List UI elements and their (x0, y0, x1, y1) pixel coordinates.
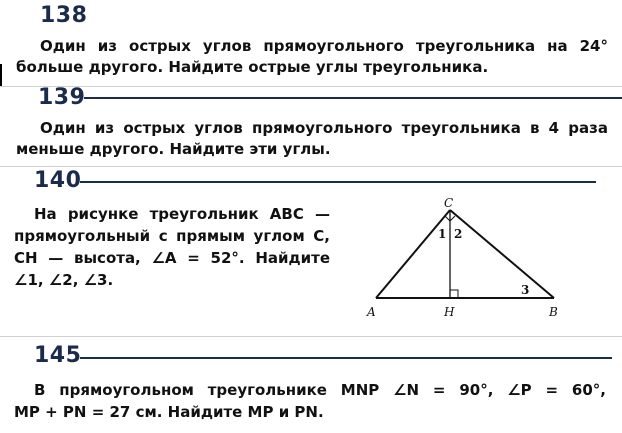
problem-text (14, 379, 606, 423)
problem-text (16, 36, 608, 78)
heading-rule (80, 357, 612, 359)
problem-number: 139 (38, 85, 86, 110)
label-h: H (444, 305, 455, 319)
heading-rule (80, 181, 596, 183)
problem-line: больше другого. Найдите острые углы треугольника. (16, 58, 489, 76)
triangle-abc (376, 210, 554, 298)
problem-number: 145 (34, 343, 82, 368)
problem-text (14, 203, 330, 291)
problem-line: CH — высота, ∠A = 52°. Найдите (14, 249, 330, 267)
right-angle-mark-c (445, 216, 455, 221)
problem-line: Один из острых углов прямоугольного треугольника на 24° (40, 37, 608, 55)
angle-label-3: 3 (521, 283, 530, 297)
problem-line: меньше другого. Найдите эти углы. (16, 140, 331, 158)
label-b: B (549, 305, 558, 319)
problem-line: В прямоугольном треугольнике MNP ∠N = 90°, ∠P = 60°, (34, 381, 606, 399)
right-angle-mark-h (450, 290, 458, 298)
label-c: C (444, 196, 454, 210)
section-divider (0, 86, 622, 87)
problem-text (16, 118, 608, 160)
problem-line: Один из острых углов прямоугольного треугольника в 4 раза (40, 119, 608, 137)
heading-rule (84, 97, 622, 99)
section-divider (0, 336, 622, 337)
problem-number: 138 (40, 3, 88, 28)
angle-label-2: 2 (454, 227, 463, 241)
margin-mark (0, 64, 2, 86)
problem-line: На рисунке треугольник ABC — (34, 205, 330, 223)
problem-line: ∠1, ∠2, ∠3. (14, 271, 114, 289)
label-a: A (367, 305, 376, 319)
side-cb (450, 210, 554, 298)
side-ac (376, 210, 450, 298)
problem-line: MP + PN = 27 см. Найдите MP и PN. (14, 403, 324, 421)
section-divider (0, 166, 622, 167)
problem-number: 140 (34, 168, 82, 193)
angle-label-1: 1 (438, 227, 447, 241)
problem-line: прямоугольный с прямым углом C, (14, 227, 330, 245)
